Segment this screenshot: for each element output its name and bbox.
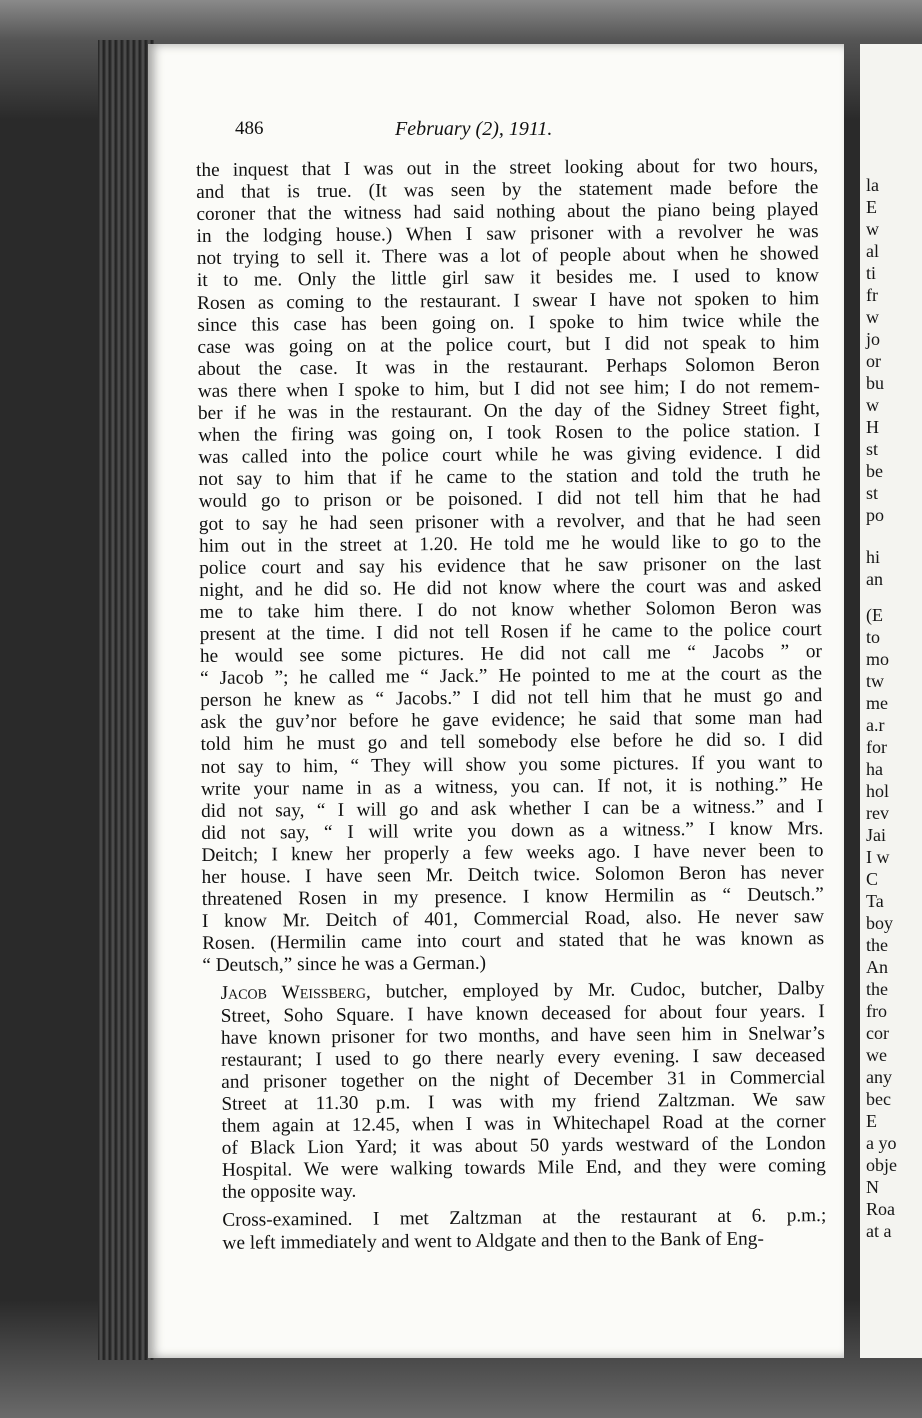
facing-page-text-fragment: at a [866,1221,892,1241]
text-line: and prisoner together on the night of December 31 in Commercial [221,1066,826,1093]
text-line: in the lodging house.) When I saw prisoner with a revolver he was [196,221,819,248]
text-line: present at the time. I did not tell Rosen if he came to the police court [199,619,822,645]
facing-page-text-fragment: any [866,1067,892,1087]
facing-page-text-fragment: a.r [866,715,885,735]
text-line: was called into the police court while he was giving evidence. I did [198,442,821,469]
facing-page-text-fragment: ti [866,263,877,283]
paragraph-testimony-continued [196,155,824,977]
facing-page-text-fragment: we [866,1045,887,1065]
facing-page-text-fragment: jo [866,329,881,349]
text-line: Hospital. We were walking towards Mile End, and they were coming [221,1155,827,1182]
facing-page-text-fragment: ha [866,759,883,779]
text-line: we left immediately and went to Aldgate and then to the Bank of Eng- [222,1228,764,1254]
facing-page-text-fragment: la [866,175,879,195]
facing-page-text-fragment: boy [866,913,893,933]
page-body [196,155,827,1254]
facing-page-text-fragment: bec [866,1089,891,1109]
facing-page-text-fragment: st [866,483,879,503]
text-line: Rosen. (Hermilin came into court and stated that he was known as [202,928,825,955]
text-line: of Black Lion Yard; it was about 50 yards westward of the London [221,1133,826,1159]
text-line: since this case has been going on. I spoke to him twice while the [197,309,820,336]
text-line: Deitch; I knew her properly a few weeks ago. I have never been to [201,840,824,866]
text-line: got to say he had seen prisoner with a revolver, and that he had seen [198,508,821,535]
facing-page-text-fragment: An [866,957,888,977]
text-line: did not say, “ I will write you down as a witness.” I know Mrs. [201,817,824,844]
facing-page-text-fragment: an [866,569,883,589]
text-line: night, and he did so. He did not know where the court was and asked [199,574,822,601]
paragraph-witness-weissberg [202,979,826,1205]
facing-page-text-fragment: Roa [866,1199,895,1219]
facing-page-text-fragment: H [866,417,879,437]
facing-page-text-fragment: Jai [866,825,886,845]
text-line: ber if he was in the restaurant. On the day of the Sidney Street fight, [197,398,821,425]
text-line: he would see some pictures. He did not call me “ Jacobs ” or [199,641,822,668]
text-line: write your name in as a witness, you can. If not, it is nothing.” He [200,773,824,800]
text-line: me to take him there. I do not know whether Solomon Beron was [199,596,822,623]
facing-page-text-fragment: al [866,241,879,261]
text-line: the inquest that I was out in the street looking about for two hours, [196,155,819,181]
text-line: “ Deutsch,” since he was a German.) [202,953,487,977]
facing-page-text-fragment: C [866,869,879,889]
facing-page-text-fragment: hol [866,781,890,801]
facing-page-text-fragment: w [866,395,879,415]
text-line: Street, Soho Square. I have known deceased for about four years. I [220,1000,825,1027]
facing-page-text-fragment: the [866,979,888,999]
text-line: have known prisoner for two months, and have seen him in Snelwar’s [220,1022,825,1049]
facing-page-text-fragment: for [866,737,887,757]
facing-page-text-fragment: obje [866,1155,897,1175]
page-date: February (2), 1911. [395,118,553,140]
text-line: the opposite way. [222,1181,357,1204]
facing-page-text-fragment: Ta [866,891,884,911]
text-line-rest: , butcher, employed by Mr. Cudoc, butcher, Dalby [365,978,825,1004]
facing-page-text-fragment: I w [866,847,890,867]
facing-page-text-fragment: fr [866,285,878,305]
facing-page-text-fragment: be [866,461,883,481]
text-line: person he knew as “ Jacobs.” I did not tell him that he must go and [200,685,823,712]
text-line: her house. I have seen Mr. Deitch twice. Solomon Beron has never [201,862,824,888]
text-line: it to me. Only the little girl saw it besides me. I used to know [196,265,820,292]
facing-page-text-fragment: E [866,197,877,217]
text-line: “ Jacob ”; he called me “ Jack.” He pointed to me at the court as the [199,663,823,690]
text-line: did not say, “ I will go and ask whether I can be a witness.” and I [201,795,824,822]
text-line: would go to prison or be poisoned. I did not tell him that he had [198,486,821,513]
facing-page-text-fragment: to [866,627,881,647]
text-line: when the firing was going on, I took Rosen to the police station. I [198,420,821,447]
facing-page-text-fragment: a yo [866,1133,897,1153]
facing-page-text-fragment: or [866,351,881,371]
book-spine [98,40,154,1360]
text-line: Street at 11.30 p.m. I was with my friend Zaltzman. We saw [221,1089,826,1115]
facing-page-text-fragment: me [866,693,888,713]
facing-page-text-fragment: tw [866,671,884,691]
text-line: was there when I spoke to him, but I did not see him; I do not remem- [197,376,820,402]
facing-page-text-fragment: cor [866,1023,889,1043]
facing-page-text-fragment: po [866,505,884,525]
text-line: Rosen as coming to the restaurant. I swear I have not spoken to him [197,287,820,314]
text-line: restaurant; I used to go there nearly every evening. I saw deceased [220,1044,826,1071]
facing-page-text-fragment: rev [866,803,889,823]
page-number: 486 [235,118,264,139]
text-line: threatened Rosen in my presence. I know Hermilin as “ Deutsch.” [201,884,824,911]
facing-page-text-fragment: E [866,1111,877,1131]
page-header [235,118,655,142]
facing-page-text-fragment: the [866,935,888,955]
text-line: them again at 12.45, when I was in Whitechapel Road at the corner [221,1111,826,1137]
facing-page-text-fragment: w [866,219,879,239]
text-line: not trying to sell it. There was a lot of people about when he showed [196,243,819,270]
text-line: about the case. It was in the restaurant. Perhaps Solomon Beron [197,353,820,380]
facing-page-text-fragment: st [866,439,879,459]
text-line: not say to him, “ They will show you some pictures. If you want to [200,751,823,778]
facing-page-text-fragment: mo [866,649,890,669]
facing-page-text-fragment: fro [866,1001,887,1021]
text-line: ask the guv’nor before he gave evidence; he said that some man had [200,707,823,734]
text-line: police court and say his evidence that he saw prisoner on the last [199,552,822,579]
text-line: Cross-examined. I met Zaltzman at the restaurant at 6. p.m.; [222,1205,827,1232]
facing-page-text-fragment: N [866,1177,879,1197]
witness-name: Jacob Weissberg [220,982,367,1005]
text-line: him out in the street at 1.20. He told me he would like to go to the [198,530,822,557]
text-line: and that is true. (It was seen by the statement made before the [196,177,819,204]
facing-page-text-fragment: hi [866,547,881,567]
text-line: case was going on at the police court, but I did not speak to him [197,331,820,358]
text-line: coroner that the witness had said nothing about the piano being played [196,199,819,226]
facing-page-text-fragment: bu [866,373,884,393]
text-line: not say to him that if he came to the station and told the truth he [198,464,821,491]
facing-page-edge [860,44,922,1358]
text-line: I know Mr. Deitch of 401, Commercial Road, also. He never saw [201,906,825,933]
facing-page-text-fragment: (E [866,605,883,625]
paragraph-cross-examined [204,1205,826,1254]
text-line: told him he must go and tell somebody else before he did so. I did [200,729,823,756]
facing-page-text-fragment: w [866,307,879,327]
